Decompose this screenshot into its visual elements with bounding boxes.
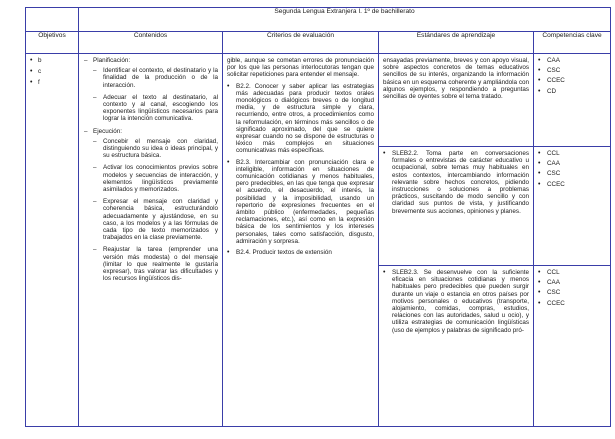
competencias-block xyxy=(534,54,610,146)
competencia-item: • CCEC xyxy=(538,77,606,84)
header-contenidos: Contenidos xyxy=(79,32,223,54)
competencia-item: • CSC xyxy=(538,67,606,74)
header-row xyxy=(26,32,611,54)
competencia-item: • CSC xyxy=(538,289,606,296)
competencia-item: • CAA xyxy=(538,57,606,64)
competencia-item: • CCL xyxy=(538,150,606,157)
content-row xyxy=(26,54,611,427)
objetivo-item: • f xyxy=(30,79,74,86)
competencia-item: • CCEC xyxy=(538,181,606,188)
header-competencias: Competencias clave xyxy=(534,32,611,54)
header-objetivos: Objetivos xyxy=(26,32,79,54)
competencias-block xyxy=(534,265,610,426)
contenidos-section: – Ejecución: – Concebir el mensaje con claridad, distinguiendo su idea o ideas principal, y su estructura básica. – Activar los conocimientos previos sobre modelos y secuencias de interacción, y elementos lingüísticos previamente asimilados y memorizados. – Expresar el mensaje con claridad y coherencia básica, estructurándolo adecuadamente y ajustándose, en su caso, a los modelos y a las fórmulas de cada tipo de texto memorizados y trabajados en la clase previamente. – Reajustar la tarea (emprender una versión más modesta) o del mensaje (limitar lo que realmente le gustaría expresar), tras valorar las dificultades y los recursos lingüísticos dis- xyxy=(83,128,218,283)
content-item: – Adecuar el texto al destinatario, al contexto y al canal, escogiendo los exponentes lingüísticos necesarios para lograr la intención comunicativa. xyxy=(93,94,218,123)
criterio-text: gible, aunque se cometan errores de pronunciación por los que las personas interlocutoras tengan que solicitar repeticiones para entender el mensaje. xyxy=(227,57,374,79)
table-title: Segunda Lengua Extranjera I. 1º de bachillerato xyxy=(79,8,611,32)
content-item: – Identificar el contexto, el destinatario y la finalidad de la producción o de la interacción. xyxy=(93,67,218,89)
estandar-text: ensayadas previamente, breves y con apoyo visual, sobre aspectos concretos de temas educativos sencillos de su interés, organizando la información básica en un esquema coherente y ampliándola con algunos ejemplos, y respondiendo a preguntas sencillas de oyentes sobre el tema tratado. xyxy=(383,57,529,101)
competencia-item: • CSC xyxy=(538,170,606,177)
competencias-block xyxy=(534,146,610,265)
header-estandares: Estándares de aprendizaje xyxy=(379,32,534,54)
criterio-item: • B2.3. Intercambiar con pronunciación clara e inteligible, información en situaciones de comunicación cotidianas y menos habituales, pero predecibles, en las que tenga que expresar el acuerdo, el desacuerdo, el interés, la posibilidad y la imposibilidad, usando un repertorio de expresiones frecuentes en el ámbito público (enfermedades, pequeñas reclamaciones, etc.), así como en la expresión básica de los sentimientos y los intereses personales, tales como satisfacción, disgusto, admiración y sorpresa. xyxy=(227,159,374,245)
objetivo-item: • c xyxy=(30,68,74,75)
content-item: – Expresar el mensaje con claridad y coherencia básica, estructurándolo adecuadamente y ajustándose, en su caso, a los modelos y a las fórmulas de cada tipo de texto memorizados y trabajados en la clase previamente. xyxy=(93,198,218,241)
competencia-item: • CAA xyxy=(538,160,606,167)
objetivos-cell xyxy=(26,54,79,427)
curriculum-table xyxy=(25,7,611,427)
estandar-block xyxy=(379,146,533,265)
estandar-block xyxy=(379,54,533,146)
objetivo-item: • b xyxy=(30,57,74,64)
estandar-item: • SLEB2.2. Toma parte en conversaciones formales o entrevistas de carácter educativo u ocupacional, sobre temas muy habituales en estos contextos, intercambiando información relevante sobre hechos concretos, pidiendo instrucciones o soluciones a problemas prácticos, suscitando de modo sencillo y con claridad sus puntos de vista, y justificando brevemente sus acciones, opiniones y planes. xyxy=(383,150,529,215)
content-item: – Activar los conocimientos previos sobre modelos y secuencias de interacción, y elementos lingüísticos previamente asimilados y memorizados. xyxy=(93,164,218,193)
competencia-item: • CAA xyxy=(538,279,606,286)
competencia-item: • CCEC xyxy=(538,300,606,307)
criterios-cell xyxy=(223,54,379,427)
title-row xyxy=(26,8,611,32)
contenidos-section: – Planificación: – Identificar el contexto, el destinatario y la finalidad de la producción o de la interacción. – Adecuar el texto al destinatario, al contexto y al canal, escogiendo los exponentes lingüísticos necesarios para lograr la intención comunicativa. xyxy=(83,57,218,123)
section-heading: Ejecución: xyxy=(93,127,123,135)
criterio-item: • B2.4. Producir textos de extensión xyxy=(227,249,374,256)
content-item: – Concebir el mensaje con claridad, distinguiendo su idea o ideas principal, y su estructura básica. xyxy=(93,138,218,160)
contenidos-cell xyxy=(79,54,223,427)
estandares-cell xyxy=(379,54,534,427)
estandar-item: • SLEB2.3. Se desenvuelve con la suficiente eficacia en situaciones cotidianas y menos habituales pero predecibles que pueden surgir durante un viaje o estancia en otros países por motivos personales o educativos (transporte, alojamiento, comidas, compras, estudios, relaciones con las autoridades, salud u ocio), y utiliza estrategias de comunicación lingüísticas (uso de ejemplos y palabras de significado pró- xyxy=(383,269,529,334)
header-criterios: Criterios de evaluación xyxy=(223,32,379,54)
objetivos-list xyxy=(30,57,74,87)
competencia-item: • CCL xyxy=(538,269,606,276)
criterio-item: • B2.2. Conocer y saber aplicar las estrategias más adecuadas para producir textos orales monológicos o dialógicos breves o de longitud media, y de estructura simple y clara, recurriendo, entre otros, a procedimientos como la reformulación, en términos más sencillos o de significado aproximado, del que se quiere expresar cuando no se dispone de estructuras o léxico más complejos en situaciones comunicativas más específicas. xyxy=(227,83,374,155)
title-blank-cell xyxy=(26,8,79,32)
section-heading: Planificación: xyxy=(93,57,131,64)
content-item: – Reajustar la tarea (emprender una versión más modesta) o del mensaje (limitar lo que realmente le gustaría expresar), tras valorar las dificultades y los recursos lingüísticos dis- xyxy=(93,246,218,282)
estandar-block xyxy=(379,265,533,426)
competencia-item: • CD xyxy=(538,88,606,95)
competencias-cell xyxy=(534,54,611,427)
